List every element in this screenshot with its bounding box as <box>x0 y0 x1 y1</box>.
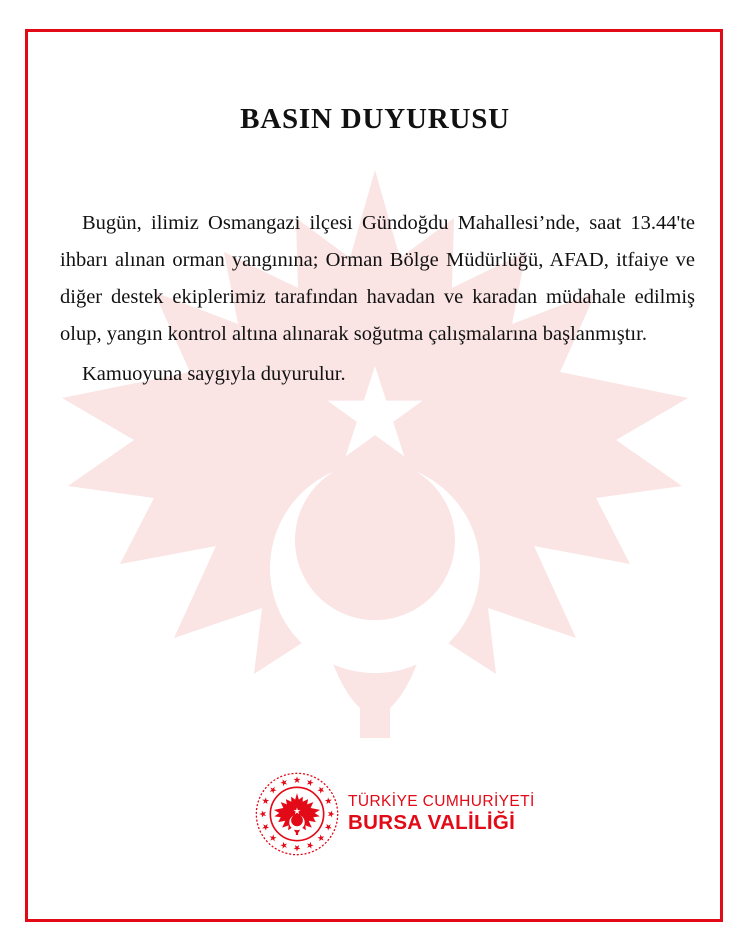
closing-line: Kamuoyuna saygıyla duyurulur. <box>82 363 346 385</box>
logo-line-governorship: BURSA VALİLİĞİ <box>348 811 516 834</box>
footer-logo <box>254 771 535 857</box>
tc-government-emblem-icon <box>254 771 340 857</box>
logo-line-republic: TÜRKİYE CUMHURİYETİ <box>348 793 535 810</box>
footer-logo-text <box>348 793 535 835</box>
body-paragraph: Bugün, ilimiz Osmangazi ilçesi Gündoğdu Mahallesi’nde, saat 13.44'te ihbarı alınan orman yangınına; Orman Bölge Müdürlüğü, AFAD, itfaiye ve diğer destek ekiplerimiz tarafından havadan ve karadan müdahale edilmiş olup, yangın kontrol altına alınarak soğutma çalışmalarına başlanmıştır. <box>60 212 695 345</box>
page-title: BASIN DUYURUSU <box>240 103 510 135</box>
